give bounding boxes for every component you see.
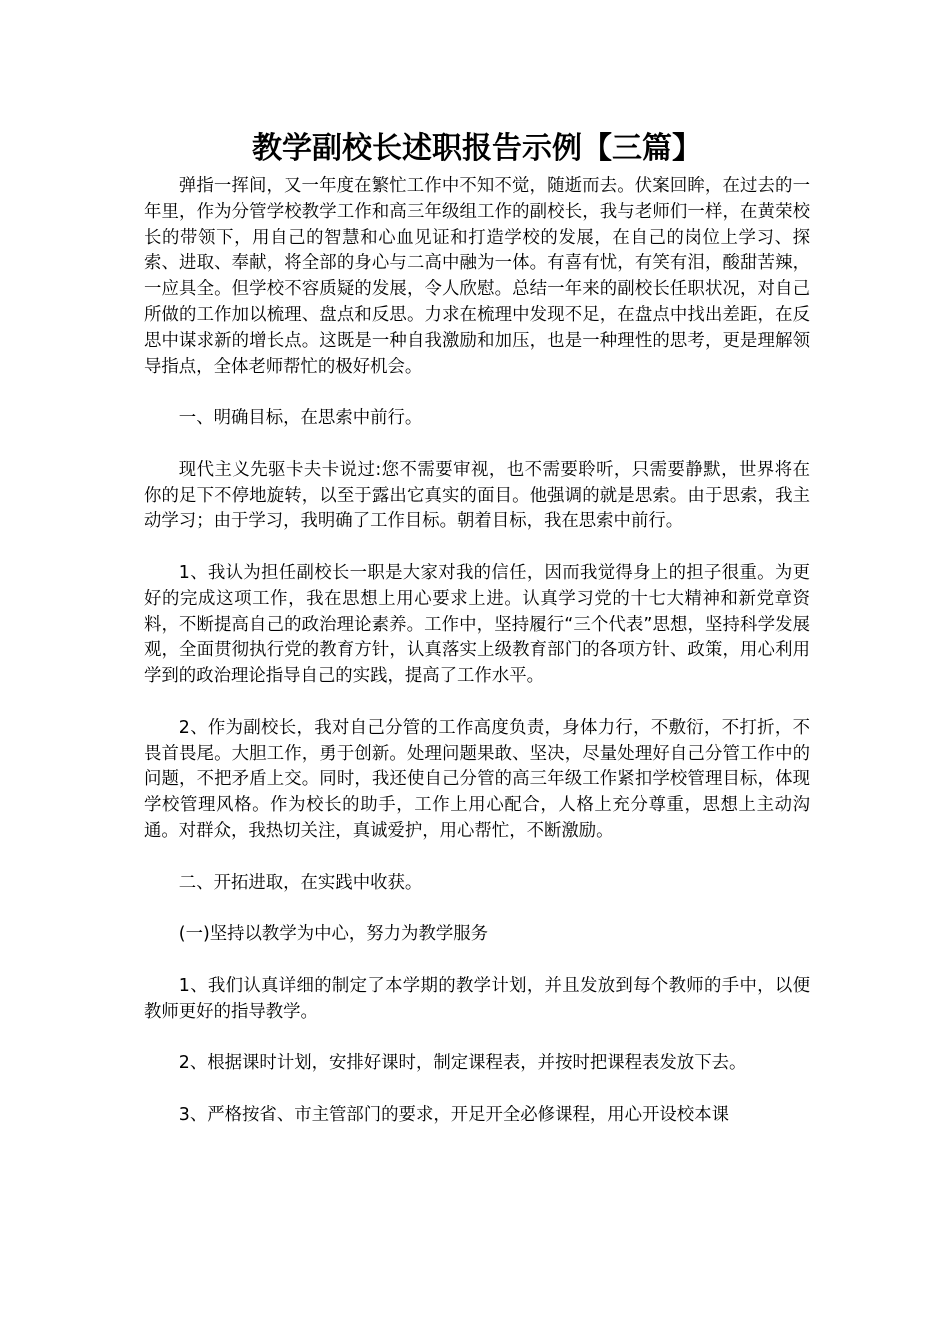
subsection-heading-1: (一)坚持以教学为中心，努力为教学服务 xyxy=(178,924,489,945)
document-body xyxy=(144,128,810,1128)
document-title: 教学副校长述职报告示例【三篇】 xyxy=(252,131,702,166)
paragraph-intro: 弹指一挥间，又一年度在繁忙工作中不知不觉，随逝而去。伏案回眸，在过去的一年里，作为分管学校教学工作和高三年级组工作的副校长，我与老师们一样，在黄荣校长的带领下，用自己的智慧和心血见证和打造学校的发展，在自己的岗位上学习、探索、进取、奉献，将全部的身心与二高中融为一体。有喜有忧，有笑有泪，酸甜苦辣，一应具全。但学校不容质疑的发展，令人欣慰。总结一年来的副校长任职状况，对自己所做的工作加以梳理、盘点和反思。力求在梳理中发现不足，在盘点中找出差距，在反思中谋求新的增长点。这既是一种自我激励和加压，也是一种理性的思考，更是理解领导指点，全体老师帮忙的极好机会。 xyxy=(144,176,810,377)
section-heading-1: 一、明确目标，在思索中前行。 xyxy=(178,408,423,429)
paragraph-item-1: 1、我认为担任副校长一职是大家对我的信任，因而我觉得身上的担子很重。为更好的完成这项工作，我在思想上用心要求上进。认真学习党的十七大精神和新党章资料，不断提高自己的政治理论素养。工作中，坚持履行“三个代表”思想，坚持科学发展观，全面贯彻执行党的教育方针，认真落实上级教育部门的各项方针、政策，用心利用学到的政治理论指导自己的实践，提高了工作水平。 xyxy=(144,562,810,687)
paragraph-kafka-quote: 现代主义先驱卡夫卡说过:您不需要审视，也不需要聆听，只需要静默，世界将在你的足下不停地旋转，以至于露出它真实的面目。他强调的就是思索。由于思索，我主动学习；由于学习，我明确了工作目标。朝着目标，我在思索中前行。 xyxy=(144,459,810,532)
section-heading-2: 二、开拓进取，在实践中收获。 xyxy=(178,872,423,893)
paragraph-schedule: 2、根据课时计划，安排好课时，制定课程表，并按时把课程表发放下去。 xyxy=(178,1053,747,1074)
paragraph-item-2: 2、作为副校长，我对自己分管的工作高度负责，身体力行，不敷衍，不打折，不畏首畏尾。大胆工作，勇于创新。处理问题果敢、坚决，尽量处理好自己分管工作中的问题，不把矛盾上交。同时，我还使自己分管的高三年级工作紧扣学校管理目标，体现学校管理风格。作为校长的助手，工作上用心配合，人格上充分尊重，思想上主动沟通。对群众，我热切关注，真诚爱护，用心帮忙，不断激励。 xyxy=(144,717,810,841)
paragraph-curriculum: 3、严格按省、市主管部门的要求，开足开全必修课程，用心开设校本课 xyxy=(178,1104,729,1125)
paragraph-teaching-plan: 1、我们认真详细的制定了本学期的教学计划，并且发放到每个教师的手中，以便教师更好的指导教学。 xyxy=(144,975,810,1022)
